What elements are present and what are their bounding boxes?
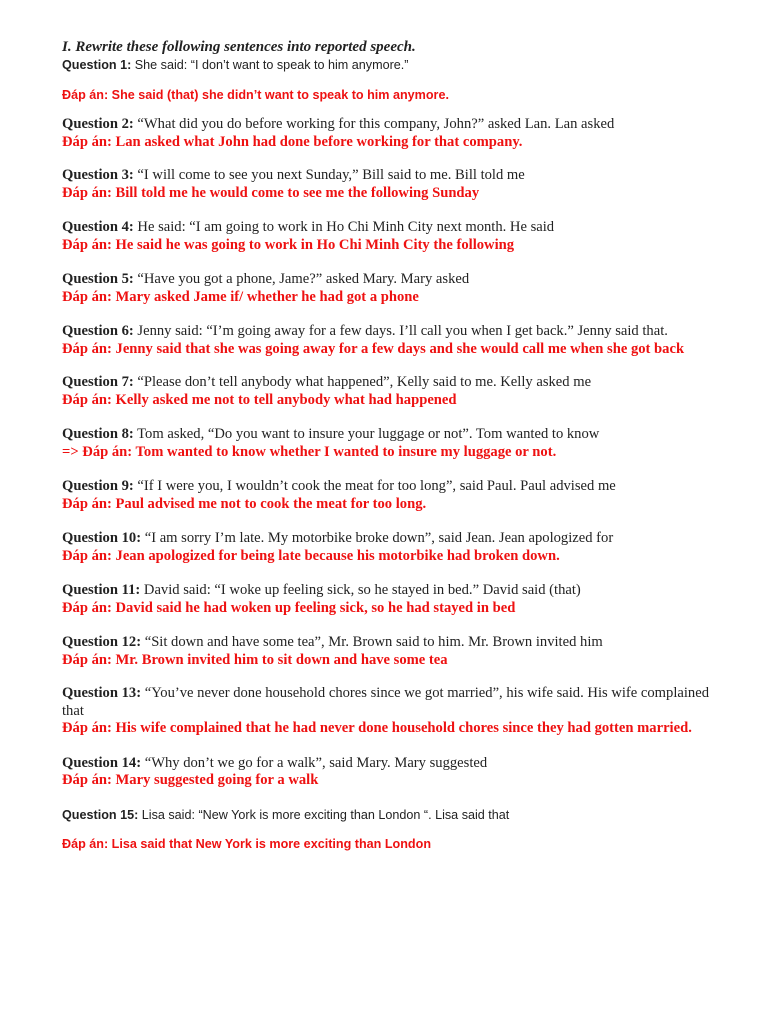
question-label: Question 2: xyxy=(62,116,134,132)
answer-line: Đáp án: Mary asked Jame if/ whether he had got a phone xyxy=(62,288,419,305)
answer-line: Đáp án: Bill told me he would come to see me the following Sunday xyxy=(62,184,480,201)
answer-line: => Đáp án: Tom wanted to know whether I wanted to insure my luggage or not. xyxy=(62,443,557,460)
question-label: Question 7: xyxy=(62,374,134,390)
question-label: Question 1: xyxy=(62,58,132,72)
question-line xyxy=(62,426,742,444)
question-block xyxy=(62,374,742,409)
question-text: Jenny said: “I’m going away for a few days. I’ll call you when I get back.” Jenny said that. xyxy=(133,323,668,339)
exercise-document xyxy=(62,38,742,854)
question-text: “I am sorry I’m late. My motorbike broke down”, said Jean. Jean apologized for xyxy=(141,530,614,546)
question-label: Question 6: xyxy=(62,323,134,339)
question-line xyxy=(62,478,742,496)
answer-line: Đáp án: Jenny said that she was going away for a few days and she would call me when she got back xyxy=(62,340,685,357)
question-text: Tom asked, “Do you want to insure your luggage or not”. Tom wanted to know xyxy=(133,426,600,442)
question-text: He said: “I am going to work in Ho Chi Minh City next month. He said xyxy=(133,219,555,235)
question-label: Question 15: xyxy=(62,807,139,822)
question-block xyxy=(62,582,742,617)
question-label: Question 12: xyxy=(62,634,142,650)
question-label: Question 3: xyxy=(62,167,134,183)
question-line xyxy=(62,167,742,185)
answer-line: Đáp án: He said he was going to work in Ho Chi Minh City the following xyxy=(62,236,515,253)
question-text: “What did you do before working for this company, John?” asked Lan. Lan asked xyxy=(133,116,615,132)
answer-line: Đáp án: His wife complained that he had never done household chores since they had gotten married. xyxy=(62,720,692,736)
question-block xyxy=(62,167,742,202)
question-label: Question 8: xyxy=(62,426,134,442)
question-label: Question 9: xyxy=(62,478,134,494)
question-label: Question 13: xyxy=(62,685,142,701)
answer-line: Đáp án: Lisa said that New York is more exciting than London xyxy=(62,837,432,851)
question-block xyxy=(62,634,742,669)
question-text: She said: “I don’t want to speak to him anymore.” xyxy=(131,58,409,72)
question-block xyxy=(62,685,742,738)
answer-line: Đáp án: David said he had woken up feeling sick, so he had stayed in bed xyxy=(62,599,516,616)
question-line xyxy=(62,374,742,392)
question-text: Lisa said: “New York is more exciting than London “. Lisa said that xyxy=(138,807,510,822)
answer-line: Đáp án: Paul advised me not to cook the meat for too long. xyxy=(62,495,427,512)
question-line xyxy=(62,634,742,652)
question-block xyxy=(62,323,742,358)
question-text: David said: “I woke up feeling sick, so he stayed in bed.” David said (that) xyxy=(140,582,581,598)
question-block xyxy=(62,530,742,565)
question-line xyxy=(62,219,742,237)
answer-line: Đáp án: She said (that) she didn’t want to speak to him anymore. xyxy=(62,87,449,102)
question-line xyxy=(62,116,742,134)
question-block xyxy=(62,116,742,151)
answer-line: Đáp án: Lan asked what John had done before working for that company. xyxy=(62,133,523,150)
question-text: “Sit down and have some tea”, Mr. Brown said to him. Mr. Brown invited him xyxy=(141,634,603,650)
question-line-continued: that xyxy=(62,702,84,719)
question-line xyxy=(62,582,742,600)
question-line xyxy=(62,530,742,548)
question-block xyxy=(62,219,742,254)
question-block xyxy=(62,478,742,513)
question-line xyxy=(62,685,742,703)
question-block xyxy=(62,271,742,306)
question-block xyxy=(62,426,742,461)
question-text: “You’ve never done household chores since we got married”, his wife said. His wife complained xyxy=(141,685,709,701)
question-line xyxy=(62,323,742,341)
question-text: “Have you got a phone, Jame?” asked Mary. Mary asked xyxy=(133,271,470,287)
question-block xyxy=(62,807,742,854)
question-label: Question 4: xyxy=(62,219,134,235)
question-line xyxy=(62,807,742,825)
question-line xyxy=(62,271,742,289)
answer-line: Đáp án: Mary suggested going for a walk xyxy=(62,772,319,788)
answer-line: Đáp án: Kelly asked me not to tell anybody what had happened xyxy=(62,391,457,408)
question-text: “I will come to see you next Sunday,” Bill said to me. Bill told me xyxy=(133,167,525,183)
question-label: Question 5: xyxy=(62,271,134,287)
question-text: “Why don’t we go for a walk”, said Mary. Mary suggested xyxy=(141,754,488,771)
question-label: Question 10: xyxy=(62,530,142,546)
answer-line: Đáp án: Jean apologized for being late because his motorbike had broken down. xyxy=(62,547,560,564)
question-line xyxy=(62,57,742,75)
question-block xyxy=(62,57,742,104)
question-label: Question 14: xyxy=(62,754,142,771)
question-label: Question 11: xyxy=(62,582,141,598)
answer-line: Đáp án: Mr. Brown invited him to sit down and have some tea xyxy=(62,651,448,668)
question-line xyxy=(62,755,742,773)
question-text: “If I were you, I wouldn’t cook the meat for too long”, said Paul. Paul advised me xyxy=(133,478,616,494)
exercise-heading: I. Rewrite these following sentences into reported speech. xyxy=(62,39,416,55)
question-text: “Please don’t tell anybody what happened”, Kelly said to me. Kelly asked me xyxy=(133,374,592,390)
question-block xyxy=(62,755,742,790)
